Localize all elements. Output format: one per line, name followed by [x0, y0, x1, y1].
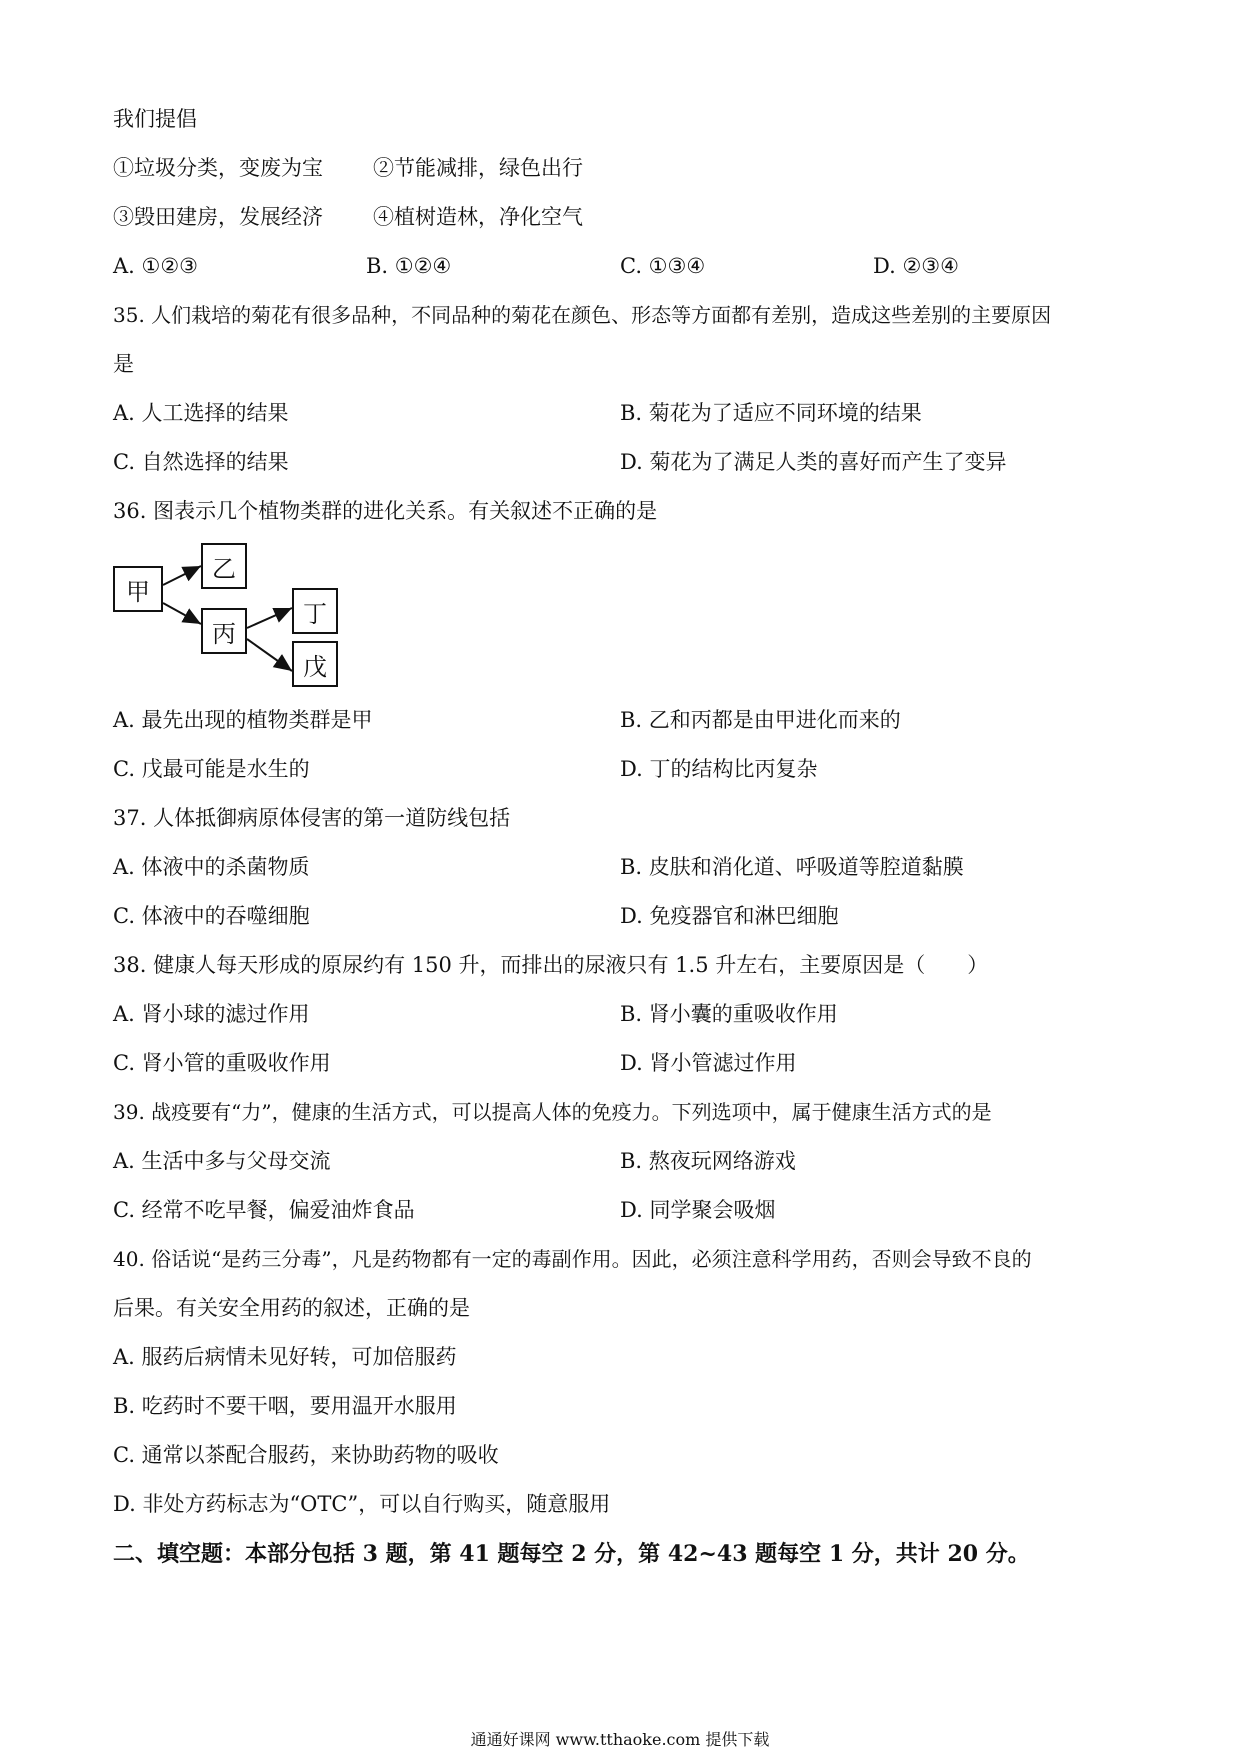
q34-option-d: D. ②③④: [873, 254, 959, 278]
q38-option-c: C. 肾小管的重吸收作用: [113, 1051, 331, 1075]
q38-stem: 38. 健康人每天形成的原尿约有 150 升，而排出的尿液只有 1.5 升左右，主要原因是（ ）: [113, 953, 989, 977]
q36-option-d: D. 丁的结构比丙复杂: [620, 757, 818, 781]
node-jia: 甲: [113, 566, 163, 612]
q40-option-c: C. 通常以茶配合服药，来协助药物的吸收: [113, 1443, 499, 1467]
q36-option-a: A. 最先出现的植物类群是甲: [113, 708, 373, 732]
section-heading: 二、填空题：本部分包括 3 题，第 41 题每空 2 分，第 42~43 题每空 1 分，共计 20 分。: [113, 1541, 1030, 1567]
q40-option-d: D. 非处方药标志为“OTC”，可以自行购买，随意服用: [113, 1492, 611, 1516]
q38-option-a: A. 肾小球的滤过作用: [113, 1002, 310, 1026]
q36-stem: 36. 图表示几个植物类群的进化关系。有关叙述不正确的是: [113, 499, 658, 523]
q35-stem: 35. 人们栽培的菊花有很多品种，不同品种的菊花在颜色、形态等方面都有差别，造成这些差别的主要原因: [113, 303, 1052, 327]
q37-option-d: D. 免疫器官和淋巴细胞: [620, 904, 839, 928]
arrow-jia-yi: [163, 566, 201, 585]
q34-intro: 我们提倡: [113, 107, 197, 131]
q35-option-d: D. 菊花为了满足人类的喜好而产生了变异: [620, 450, 1007, 474]
q37-option-c: C. 体液中的吞噬细胞: [113, 904, 310, 928]
node-wu: 戊: [292, 641, 338, 687]
q35-option-c: C. 自然选择的结果: [113, 450, 289, 474]
q39-option-d: D. 同学聚会吸烟: [620, 1198, 776, 1222]
q34-option-c: C. ①③④: [620, 254, 706, 278]
q40-stem-cont: 后果。有关安全用药的叙述，正确的是: [113, 1296, 470, 1320]
q37-stem: 37. 人体抵御病原体侵害的第一道防线包括: [113, 806, 511, 830]
q35-stem-cont: 是: [113, 352, 134, 376]
q40-option-a: A. 服药后病情未见好转，可加倍服药: [113, 1345, 457, 1369]
q38-option-d: D. 肾小管滤过作用: [620, 1051, 797, 1075]
arrow-bing-wu: [247, 639, 292, 671]
q40-stem: 40. 俗话说“是药三分毒”，凡是药物都有一定的毒副作用。因此，必须注意科学用药，否则会导致不良的: [113, 1247, 1032, 1271]
q37-option-b: B. 皮肤和消化道、呼吸道等腔道黏膜: [620, 855, 964, 879]
q36-option-c: C. 戊最可能是水生的: [113, 757, 310, 781]
q34-item-4: ④植树造林，净化空气: [373, 205, 583, 229]
arrow-jia-bing: [163, 603, 201, 624]
q35-option-a: A. 人工选择的结果: [113, 401, 289, 425]
q39-stem: 39. 战疫要有“力”，健康的生活方式，可以提高人体的免疫力。下列选项中，属于健康生活方式的是: [113, 1100, 992, 1124]
q38-option-b: B. 肾小囊的重吸收作用: [620, 1002, 838, 1026]
q39-option-b: B. 熬夜玩网络游戏: [620, 1149, 796, 1173]
q34-item-3: ③毁田建房，发展经济: [113, 205, 323, 229]
q34-option-a: A. ①②③: [113, 254, 198, 278]
q37-option-a: A. 体液中的杀菌物质: [113, 855, 310, 879]
q40-option-b: B. 吃药时不要干咽，要用温开水服用: [113, 1394, 457, 1418]
page-footer: 通通好课网 www.tthaoke.com 提供下载: [470, 1730, 770, 1749]
node-bing: 丙: [201, 608, 247, 654]
node-yi: 乙: [201, 543, 247, 589]
arrow-bing-ding: [247, 608, 292, 628]
q34-option-b: B. ①②④: [366, 254, 452, 278]
q34-item-2: ②节能减排，绿色出行: [373, 156, 583, 180]
q34-item-1: ①垃圾分类，变废为宝: [113, 156, 323, 180]
q36-option-b: B. 乙和丙都是由甲进化而来的: [620, 708, 901, 732]
q39-option-c: C. 经常不吃早餐，偏爱油炸食品: [113, 1198, 415, 1222]
q39-option-a: A. 生活中多与父母交流: [113, 1149, 331, 1173]
diagram-arrows: [0, 0, 1240, 700]
q35-option-b: B. 菊花为了适应不同环境的结果: [620, 401, 922, 425]
node-ding: 丁: [292, 588, 338, 634]
